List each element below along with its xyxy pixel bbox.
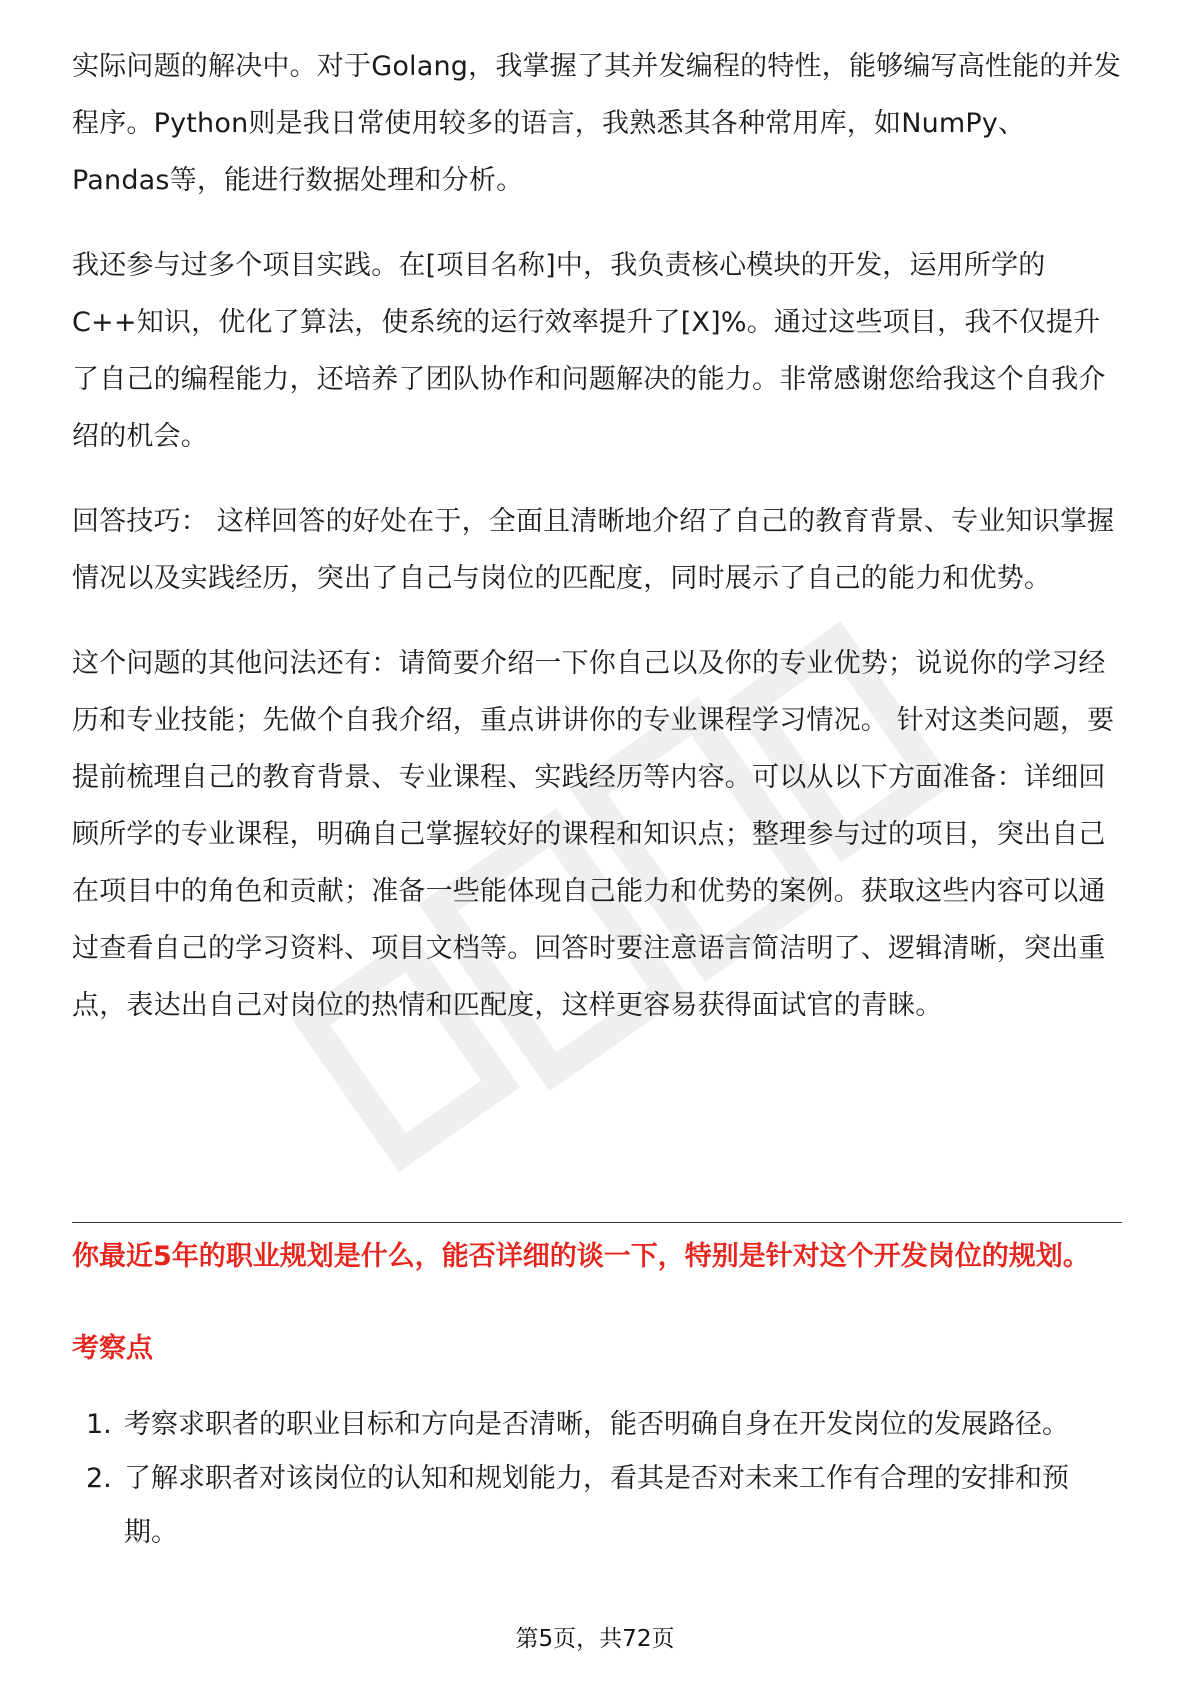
list-item — [72, 1398, 1122, 1452]
list-item-text: 了解求职者对该岗位的认知和规划能力，看其是否对未来工作有合理的安排和预期。 — [124, 1463, 1069, 1548]
assessment-list — [72, 1398, 1122, 1560]
list-number: 1. — [86, 1409, 112, 1440]
list-number: 2. — [86, 1463, 112, 1494]
paragraph-other-questions: 这个问题的其他问法还有：请简要介绍一下你自己以及你的专业优势；说说你的学习经历和专业技能；先做个自我介绍，重点讲讲你的专业课程学习情况。 针对这类问题，要提前梳理自己的教育背景、专业课程、实践经历等内容。可以从以下方面准备：详细回顾所学的专业课程，明确自己掌握较好的课程和知识点；整理参与过的项目，突出自己在项目中的角色和贡献；准备一些能体现自己能力和优势的案例。获取这些内容可以通过查看自己的学习资料、项目文档等。回答时要注意语言简洁明了、逻辑清晰，突出重点，表达出自己对岗位的热情和匹配度，这样更容易获得面试官的青睐。 — [72, 648, 1115, 1021]
paragraph-2: 我还参与过多个项目实践。在[项目名称]中，我负责核心模块的开发，运用所学的C++知识，优化了算法，使系统的运行效率提升了[X]%。通过这些项目，我不仅提升了自己的编程能力，还培养了团队协作和问题解决的能力。非常感谢您给我这个自我介绍的机会。 — [72, 250, 1106, 452]
section-divider — [72, 1222, 1122, 1223]
question-heading: 你最近5年的职业规划是什么，能否详细的谈一下，特别是针对这个开发岗位的规划。 — [72, 1241, 1090, 1272]
paragraph-answer-tips: 回答技巧： 这样回答的好处在于，全面且清晰地介绍了自己的教育背景、专业知识掌握情况以及实践经历，突出了自己与岗位的匹配度，同时展示了自己的能力和优势。 — [72, 506, 1115, 594]
page-footer: 第5页，共72页 — [515, 1626, 675, 1652]
section-title-assessment: 考察点 — [72, 1333, 153, 1364]
list-item — [72, 1452, 1122, 1560]
paragraph-1: 实际问题的解决中。对于Golang，我掌握了其并发编程的特性，能够编写高性能的并发程序。Python则是我日常使用较多的语言，我熟悉其各种常用库，如NumPy、Pandas等，能进行数据处理和分析。 — [72, 51, 1121, 196]
list-item-text: 考察求职者的职业目标和方向是否清晰，能否明确自身在开发岗位的发展路径。 — [124, 1409, 1069, 1440]
document-body — [72, 38, 1122, 1062]
